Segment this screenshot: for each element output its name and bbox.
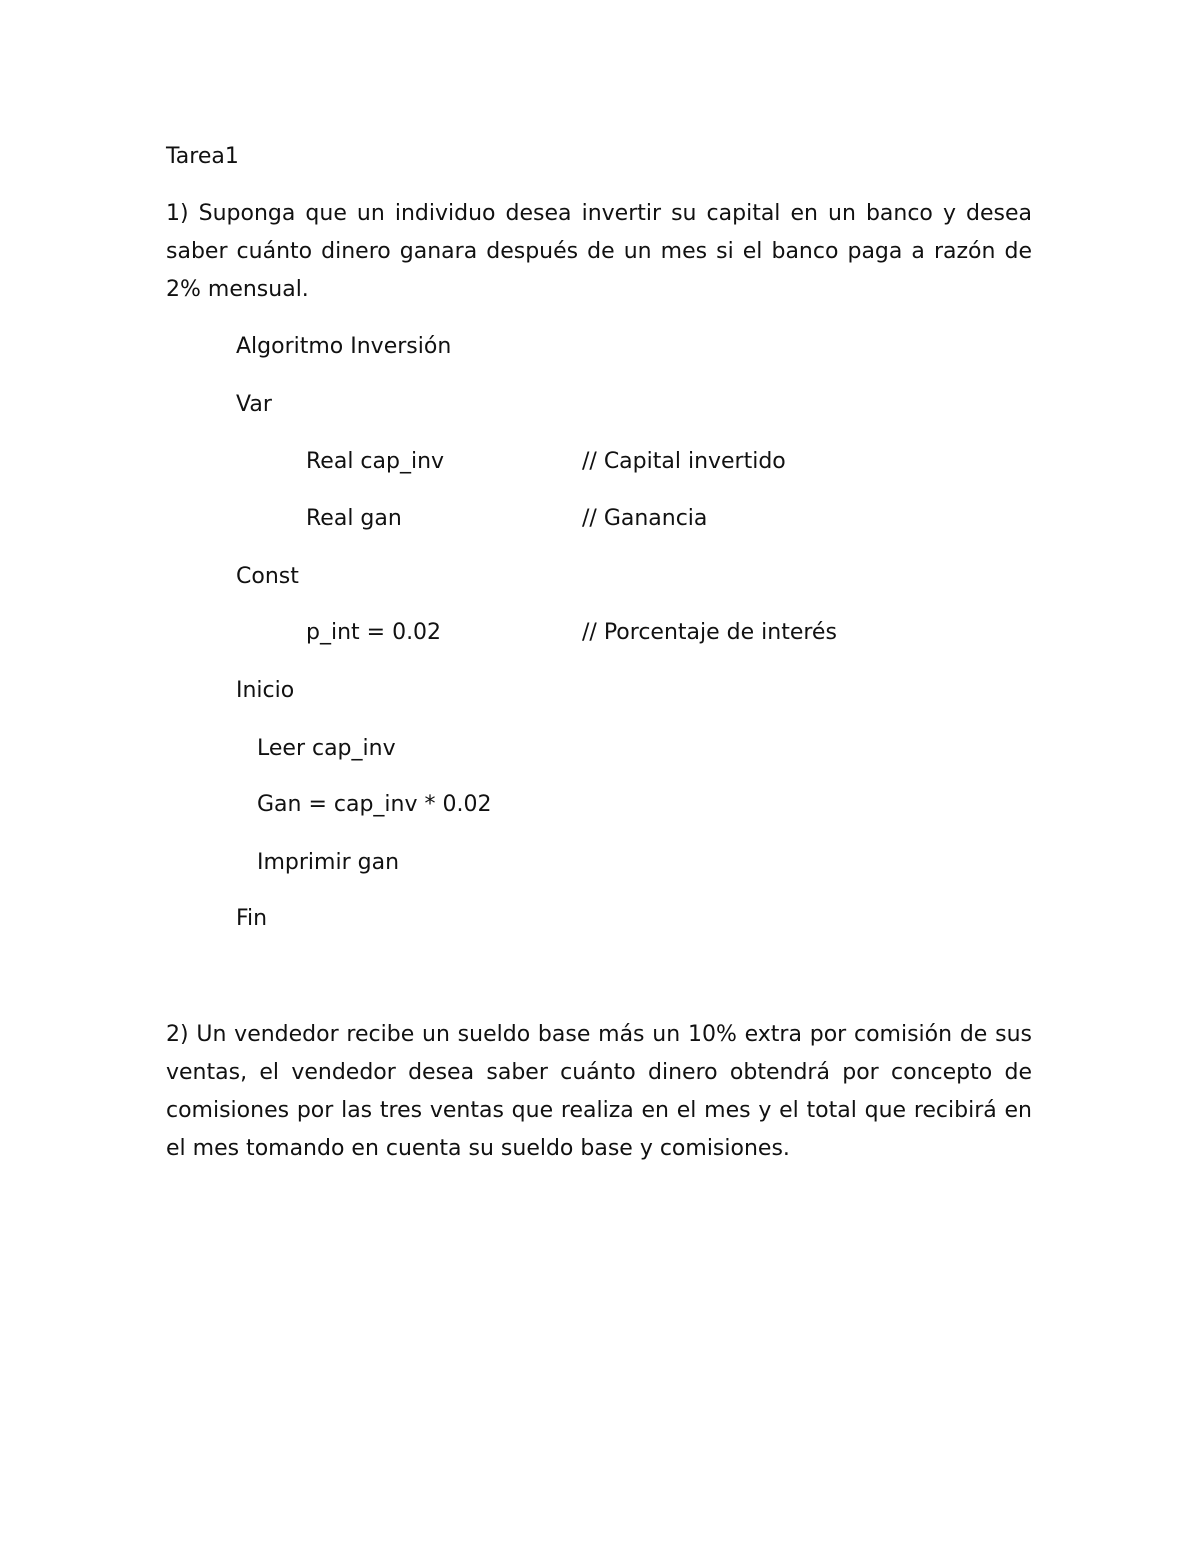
step-read-input: Leer cap_inv [257, 736, 396, 761]
step-compute-gain: Gan = cap_inv * 0.02 [257, 792, 492, 817]
inicio-keyword: Inicio [236, 678, 295, 703]
const-section-label: Const [236, 564, 299, 589]
var-section-label: Var [236, 392, 272, 417]
question-2-text: 2) Un vendedor recibe un sueldo base más un 10% extra por comisión de sus ventas, el vendedor desea saber cuánto dinero obtendrá por concepto de comisiones por las tres ventas que realiza en el mes y el total que recibirá en el mes tomando en cuenta su sueldo base y comisiones. [166, 1022, 1032, 1161]
var-comment-cap-inv: // Capital invertido [582, 449, 786, 474]
question-1-text: 1) Suponga que un individuo desea invertir su capital en un banco y desea saber cuánto dinero ganara después de un mes si el banco paga a razón de 2% mensual. [166, 201, 1032, 302]
step-print-gain: Imprimir gan [257, 850, 400, 875]
const-comment-p-int: // Porcentaje de interés [582, 620, 837, 645]
var-declaration-cap-inv: Real cap_inv [306, 449, 445, 474]
var-declaration-gan: Real gan [306, 506, 402, 531]
document-title: Tarea1 [166, 144, 239, 169]
algorithm-header: Algoritmo Inversión [236, 334, 452, 359]
fin-keyword: Fin [236, 906, 268, 931]
const-declaration-p-int: p_int = 0.02 [306, 620, 442, 645]
var-comment-gan: // Ganancia [582, 506, 708, 531]
